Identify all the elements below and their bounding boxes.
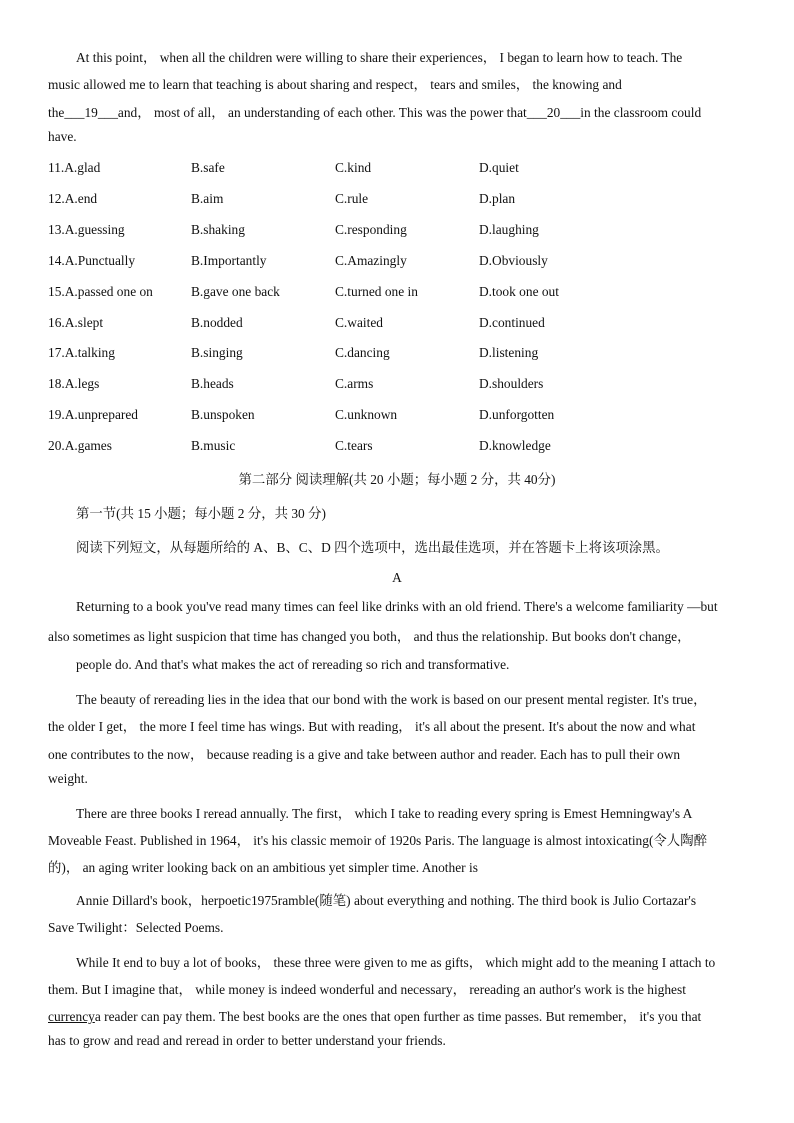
passage-p5-line3 [48, 1006, 701, 1025]
option-b: B.nodded [191, 315, 243, 330]
option-d: D.Obviously [479, 253, 548, 268]
passage-p4-line2: Save Twilight：Selected Poems. [48, 920, 224, 935]
option-c: C.turned one in [335, 284, 418, 299]
passage-p5-line4: has to grow and read and reread in order to better understand your friends. [48, 1033, 446, 1048]
option-row [48, 222, 746, 242]
option-row [48, 407, 746, 427]
intro-line-4: have. [48, 129, 77, 144]
passage-p4-line1: Annie Dillard's book，herpoetic1975ramble(随笔) about everything and nothing. The third book is Julio Cortazar's [76, 893, 697, 908]
part-heading: 第二部分 阅读理解(共 20 小题；每小题 2 分，共 40分) [238, 472, 556, 487]
option-b: B.safe [191, 160, 225, 175]
option-b: B.Importantly [191, 253, 267, 268]
option-d: D.plan [479, 191, 516, 206]
option-c: C.waited [335, 315, 383, 330]
option-d: D.listening [479, 345, 539, 360]
passage-p3-line2: Moveable Feast. Published in 1964， it's his classic memoir of 1920s Paris. The language is almost intoxicating(令人陶醉 [48, 833, 707, 848]
option-b: B.singing [191, 345, 243, 360]
option-row [48, 160, 746, 180]
option-a: 15.A.passed one on [48, 284, 153, 299]
option-c: C.arms [335, 376, 374, 391]
option-c: C.rule [335, 191, 369, 206]
passage-p1-line2: also sometimes as light suspicion that time has changed you both， and thus the relationship. But books don't change， [48, 629, 691, 644]
option-row [48, 345, 746, 365]
option-row [48, 438, 746, 458]
intro-line-2: music allowed me to learn that teaching is about sharing and respect， tears and smiles， the knowing and [48, 77, 622, 92]
option-row [48, 315, 746, 335]
passage-p1-line3: people do. And that's what makes the act of rereading so rich and transformative. [76, 657, 510, 672]
option-b: B.heads [191, 376, 234, 391]
option-a: 14.A.Punctually [48, 253, 136, 268]
intro-line-1: At this point， when all the children were willing to share their experiences， I began to learn how to teach. The [76, 50, 683, 65]
option-c: C.tears [335, 438, 373, 453]
option-b: B.music [191, 438, 236, 453]
option-a: 18.A.legs [48, 376, 100, 391]
option-d: D.knowledge [479, 438, 551, 453]
passage-p2-line3: one contributes to the now， because reading is a give and take between author and reader. Each has to pull their own [48, 747, 681, 762]
passage-p2-line2: the older I get， the more I feel time has wings. But with reading， it's all about the present. It's about the now and what [48, 719, 696, 734]
passage-p5-line2: them. But I imagine that， while money is indeed wonderful and necessary， rereading an author's work is the highest [48, 982, 686, 997]
underlined-word: currency [48, 1009, 95, 1024]
option-d: D.took one out [479, 284, 559, 299]
passage-p5-line3-rest: a reader can pay them. The best books are the ones that open further as time passes. But remember， it's you that [94, 1009, 702, 1024]
option-b: B.aim [191, 191, 224, 206]
option-c: C.responding [335, 222, 407, 237]
passage-p1-line1: Returning to a book you've read many times can feel like drinks with an old friend. There's a welcome familiarity —but [76, 599, 718, 614]
passage-p3-line3: 的)， an aging writer looking back on an ambitious yet simpler time. Another is [48, 860, 478, 875]
option-c: C.Amazingly [335, 253, 407, 268]
passage-p5-line1: While It end to buy a lot of books， these three were given to me as gifts， which might add to the meaning I attach to [76, 955, 716, 970]
instruction: 阅读下列短文，从每题所给的 A、B、C、D 四个选项中，选出最佳选项，并在答题卡上将该项涂黑。 [76, 540, 669, 555]
option-a: 11.A.glad [48, 160, 101, 175]
option-d: D.shoulders [479, 376, 544, 391]
option-c: C.kind [335, 160, 372, 175]
section-heading: 第一节(共 15 小题；每小题 2 分，共 30 分) [76, 506, 326, 521]
option-b: B.gave one back [191, 284, 280, 299]
option-a: 19.A.unprepared [48, 407, 138, 422]
option-row [48, 253, 746, 273]
option-d: D.laughing [479, 222, 539, 237]
option-c: C.unknown [335, 407, 398, 422]
passage-p3-line1: There are three books I reread annually. The first， which I take to reading every spring is Emest Hemningway's A [76, 806, 693, 821]
option-row [48, 376, 746, 396]
option-a: 16.A.slept [48, 315, 104, 330]
option-row [48, 284, 746, 304]
passage-p2-line4: weight. [48, 771, 88, 786]
passage-label: A [392, 570, 402, 585]
option-a: 12.A.end [48, 191, 98, 206]
option-d: D.continued [479, 315, 545, 330]
option-b: B.shaking [191, 222, 245, 237]
intro-line-3: the___19___and， most of all， an understanding of each other. This was the power that___20___in the classroom could [48, 105, 702, 120]
option-d: D.unforgotten [479, 407, 555, 422]
option-a: 17.A.talking [48, 345, 115, 360]
option-d: D.quiet [479, 160, 519, 175]
option-b: B.unspoken [191, 407, 255, 422]
option-a: 13.A.guessing [48, 222, 125, 237]
option-a: 20.A.games [48, 438, 112, 453]
option-row [48, 191, 746, 211]
option-c: C.dancing [335, 345, 390, 360]
passage-p2-line1: The beauty of rereading lies in the idea that our bond with the work is based on our present mental register. It's true， [76, 692, 707, 707]
